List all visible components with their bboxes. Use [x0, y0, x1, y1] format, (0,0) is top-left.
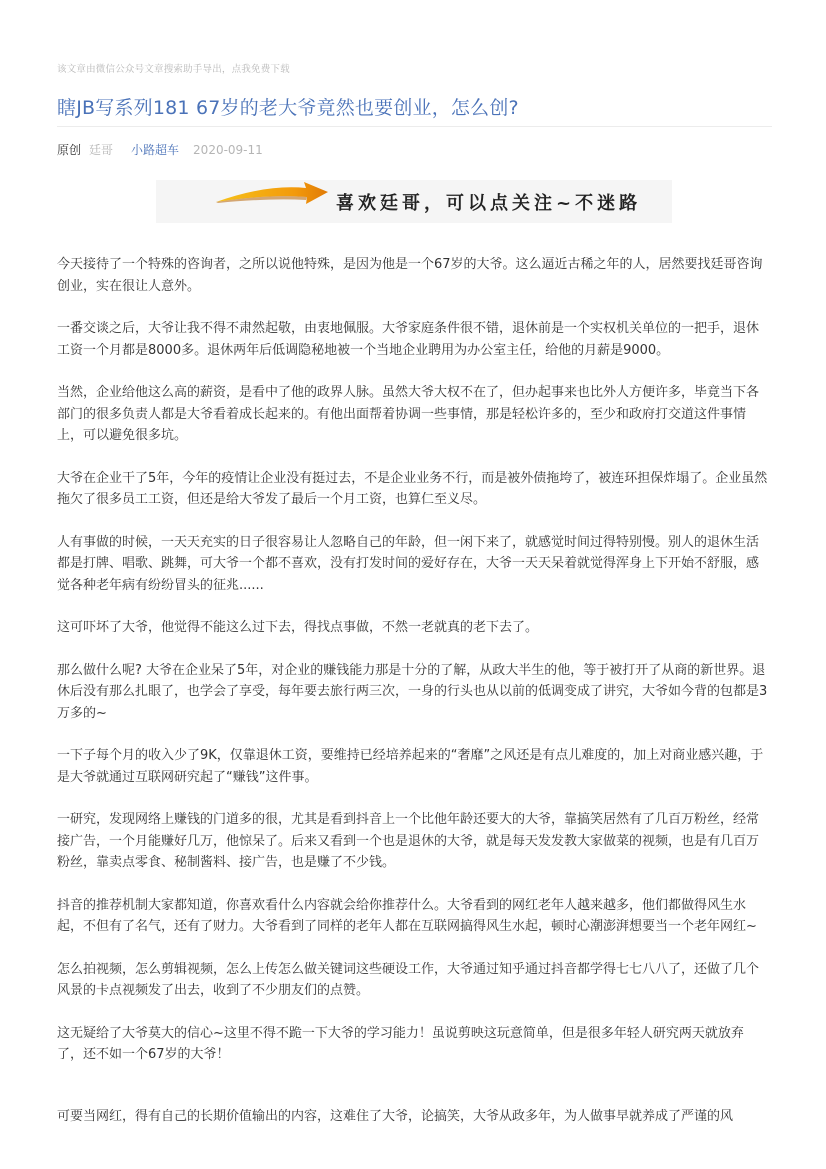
- paragraph: 一研究，发现网络上赚钱的门道多的很，尤其是看到抖音上一个比他年龄还要大的大爷，靠搞笑居然有了几百万粉丝，经常接广告，一个月能赚好几万，他惊呆了。后来又看到一个也是退休的大爷，就是每天发发教大家做菜的视频，也是有几百万粉丝，靠卖点零食、秘制酱料、接广告，也是赚了不少钱。: [57, 812, 760, 870]
- paragraph: 今天接待了一个特殊的咨询者，之所以说他特殊，是因为他是一个67岁的大爷。这么逼近古稀之年的人，居然要找廷哥咨询创业，实在很让人意外。: [57, 257, 763, 294]
- swoosh-arrow-icon: [156, 180, 356, 223]
- paragraph: 那么做什么呢? 大爷在企业呆了5年，对企业的赚钱能力那是十分的了解，从政大半生的他，等于被打开了从商的新世界。退休后没有那么扎眼了，也学会了享受，每年要去旅行两三次，一身的行头也从以前的低调变成了讲究，大爷如今背的包都是3万多的~: [57, 662, 768, 721]
- publish-date: 2020-09-11: [193, 143, 263, 157]
- banner-text: 喜欢廷哥，可以点关注~不迷路: [336, 193, 642, 214]
- article-title: 瞎JB写系列181 67岁的老大爷竟然也要创业，怎么创?: [57, 97, 519, 119]
- paragraph: 一下子每个月的收入少了9K，仅靠退休工资，要维持已经培养起来的“奢靡”之风还是有点儿难度的，加上对商业感兴趣，于是大爷就通过互联网研究起了“赚钱”这件事。: [57, 748, 764, 785]
- paragraph: 这可吓坏了大爷，他觉得不能这么过下去，得找点事做，不然一老就真的老下去了。: [57, 620, 539, 635]
- title-divider: [57, 126, 772, 127]
- paragraph: 可要当网红，得有自己的长期价值输出的内容，这难住了大爷，论搞笑，大爷从政多年，为人做事早就养成了严谨的风: [57, 1108, 734, 1124]
- article-meta: [57, 141, 263, 158]
- export-notice: [57, 61, 290, 75]
- export-notice-text: 该文章由微信公众号文章搜索助手导出，: [57, 64, 232, 75]
- original-tag: 原创: [57, 143, 82, 157]
- paragraph: 抖音的推荐机制大家都知道，你喜欢看什么内容就会给你推荐什么。大爷看到的网红老年人越来越多，他们都做得风生水起，不但有了名气，还有了财力。大爷看到了同样的老年人都在互联网搞得风生水起，顿时心潮澎湃想要当一个老年网红~: [57, 897, 757, 934]
- paragraph: 大爷在企业干了5年，今年的疫情让企业没有挺过去，不是企业业务不行，而是被外债拖垮了，被连环担保炸塌了。企业虽然拖欠了很多员工工资，但还是给大爷发了最后一个月工资，也算仁至义尽。: [57, 470, 768, 507]
- author-name: 廷哥: [89, 143, 114, 157]
- paragraph: 这无疑给了大爷莫大的信心~这里不得不跪一下大爷的学习能力！虽说剪映这玩意简单，但是很多年轻人研究两天就放弃了，还不如一个67岁的大爷！: [57, 1025, 744, 1062]
- follow-banner: [156, 180, 672, 223]
- account-link[interactable]: 小路超车: [131, 143, 180, 157]
- paragraph: 一番交谈之后，大爷让我不得不肃然起敬，由衷地佩服。大爷家庭条件很不错，退休前是一个实权机关单位的一把手，退休工资一个月都是8000多。退休两年后低调隐秘地被一个当地企业聘用为办公室主任，给他的月薪是9000。: [57, 321, 760, 358]
- paragraph: 当然，企业给他这么高的薪资，是看中了他的政界人脉。虽然大爷大权不在了，但办起事来也比外人方便许多，毕竟当下各部门的很多负责人都是大爷看着成长起来的。有他出面帮着协调一些事情，那是轻松许多的，至少和政府打交道这件事情上，可以避免很多坑。: [57, 385, 760, 443]
- paragraph: 怎么拍视频，怎么剪辑视频，怎么上传怎么做关键词这些硬设工作，大爷通过知乎通过抖音都学得七七八八了，还做了几个风景的卡点视频发了出去，收到了不少朋友们的点赞。: [57, 961, 760, 998]
- article-body: [57, 254, 769, 1148]
- free-download-link[interactable]: 点我免费下载: [231, 64, 290, 75]
- paragraph: 人有事做的时候，一天天充实的日子很容易让人忽略自己的年龄，但一闲下来了，就感觉时间过得特别慢。别人的退休生活都是打牌、唱歌、跳舞，可大爷一个都不喜欢，没有打发时间的爱好存在，大爷一天天呆着就觉得浑身上下开始不舒服，感觉各种老年病有纷纷冒头的征兆......: [57, 534, 760, 593]
